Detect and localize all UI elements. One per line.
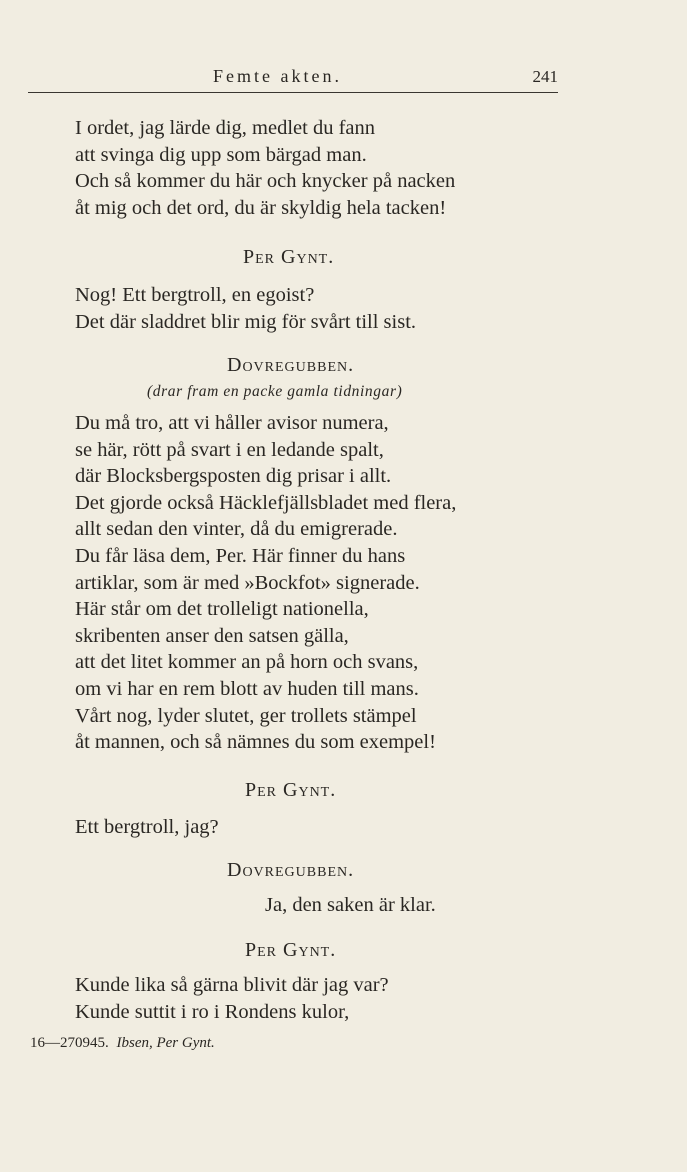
verse-line: Kunde suttit i ro i Rondens kulor, xyxy=(75,1000,350,1023)
verse-line: Ett bergtroll, jag? xyxy=(75,816,219,838)
verse-block-1 xyxy=(75,115,555,221)
verse-block-3 xyxy=(75,410,555,756)
verse-block-2 xyxy=(75,282,555,335)
verse-block-4 xyxy=(75,814,555,841)
verse-line: Och så kommer du här och knycker på nacken xyxy=(75,170,456,193)
verse-line: Du må tro, att vi håller avisor numera, xyxy=(75,412,389,434)
verse-line: Kunde lika så gärna blivit där jag var? xyxy=(75,974,389,996)
speaker-name: Per Gynt. xyxy=(245,779,337,801)
speaker-name: Dovregubben. xyxy=(227,354,355,376)
running-header xyxy=(28,62,558,93)
speaker-name: Per Gynt. xyxy=(245,939,337,961)
signature-mark: 16—270945. xyxy=(30,1035,109,1051)
signature-title: Ibsen, Per Gynt. xyxy=(116,1035,215,1051)
verse-line: åt mannen, och så nämnes du som exempel! xyxy=(75,731,436,754)
speaker-name: Dovregubben. xyxy=(227,859,355,881)
verse-line: skribenten anser den satsen gälla, xyxy=(75,624,349,647)
verse-line: I ordet, jag lärde dig, medlet du fann xyxy=(75,117,375,139)
verse-block-6 xyxy=(75,972,555,1025)
verse-line: Här står om det trolleligt nationella, xyxy=(75,598,369,621)
speaker-name: Per Gynt. xyxy=(243,246,335,268)
verse-line: om vi har en rem blott av huden till mans. xyxy=(75,677,419,700)
verse-line: där Blocksbergsposten dig prisar i allt. xyxy=(75,465,392,488)
verse-line: Det där sladdret blir mig för svårt till sist. xyxy=(75,310,417,333)
verse-line: Det gjorde också Häcklefjällsbladet med flera, xyxy=(75,491,457,514)
chapter-title: Femte akten. xyxy=(213,66,342,86)
verse-line: Du får läsa dem, Per. Här finner du hans xyxy=(75,544,406,567)
verse-line-indented: Ja, den saken är klar. xyxy=(265,894,436,916)
stage-direction: (drar fram en packe gamla tidningar) xyxy=(147,383,403,400)
verse-line: att det litet kommer an på horn och svans, xyxy=(75,651,419,674)
page-number: 241 xyxy=(532,67,558,86)
verse-line: att svinga dig upp som bärgad man. xyxy=(75,143,367,166)
verse-line: se här, rött på svart i en ledande spalt, xyxy=(75,438,384,461)
verse-line: Vårt nog, lyder slutet, ger trollets stämpel xyxy=(75,704,417,727)
verse-line: artiklar, som är med »Bockfot» signerade. xyxy=(75,571,420,594)
verse-line: åt mig och det ord, du är skyldig hela tacken! xyxy=(75,196,447,219)
verse-line: allt sedan den vinter, då du emigrerade. xyxy=(75,518,398,541)
verse-line: Nog! Ett bergtroll, en egoist? xyxy=(75,284,315,306)
printer-signature xyxy=(30,1035,215,1052)
